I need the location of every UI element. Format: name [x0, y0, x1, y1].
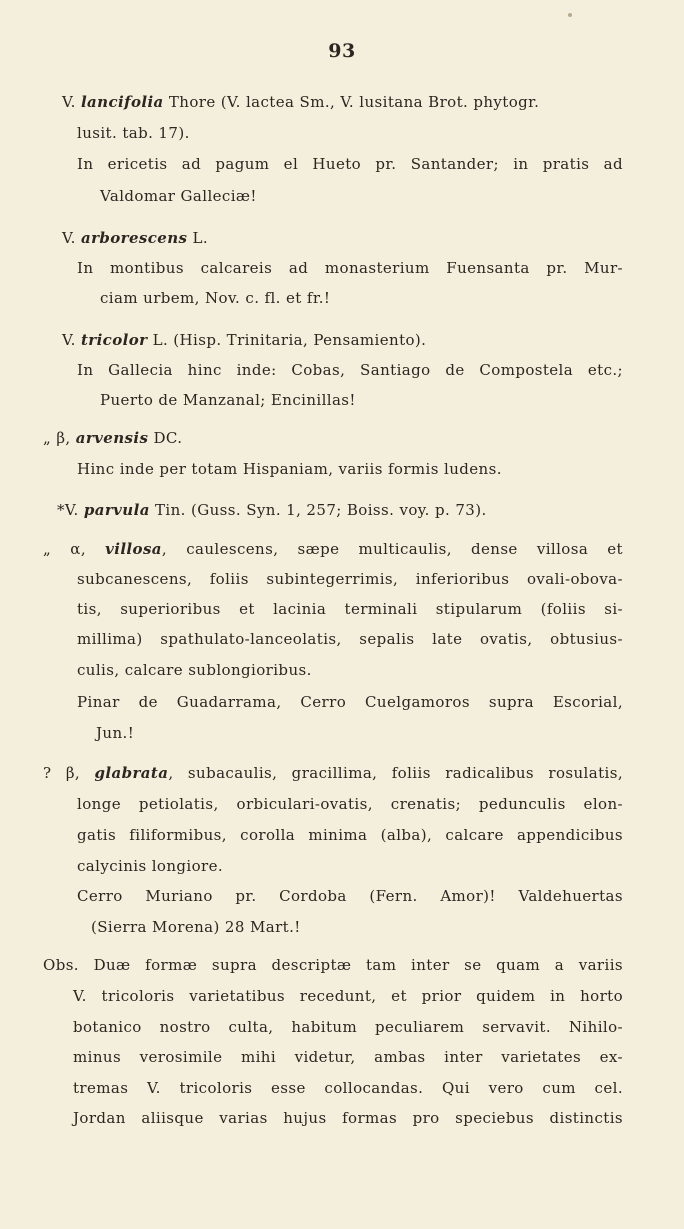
text-line: ciam urbem, Nov. c. fl. et fr.!: [100, 289, 331, 307]
text-line: minus verosimile mihi videtur, ambas inter varietates ex-: [73, 1048, 623, 1066]
variety-name: arvensis: [75, 429, 149, 447]
entry-heading: ? β, glabrata, subacaulis, gracillima, foliis radicalibus rosulatis,: [43, 764, 623, 782]
text-line: Jun.!: [96, 724, 135, 742]
text-line: tis, superioribus et lacinia terminali stipularum (foliis si-: [77, 600, 623, 618]
page-number: 93: [328, 40, 356, 62]
paper-speck: [568, 13, 572, 17]
text-line: longe petiolatis, orbiculari-ovatis, crenatis; pedunculis elon-: [77, 795, 623, 813]
text-line: In montibus calcareis ad monasterium Fuensanta pr. Mur-: [77, 259, 623, 277]
text-line: Valdomar Galleciæ!: [100, 187, 257, 205]
text-line: millima) spathulato-lanceolatis, sepalis late ovatis, obtusius-: [77, 630, 623, 648]
species-name: parvula: [83, 501, 150, 519]
variety-name: glabrata: [94, 764, 169, 782]
entry-heading: „ α, villosa, caulescens, sæpe multicaulis, dense villosa et: [43, 540, 623, 558]
entry-heading: V. tricolor L. (Hisp. Trinitaria, Pensamiento).: [62, 331, 427, 349]
text-line: Pinar de Guadarrama, Cerro Cuelgamoros supra Escorial,: [77, 693, 623, 711]
text-line: V. tricoloris varietatibus recedunt, et prior quidem in horto: [73, 987, 623, 1005]
text-line: Jordan aliisque varias hujus formas pro speciebus distinctis: [73, 1109, 623, 1127]
species-name: lancifolia: [80, 93, 164, 111]
text-line: calycinis longiore.: [77, 857, 224, 875]
text-line: In Gallecia hinc inde: Cobas, Santiago de Compostela etc.;: [77, 361, 623, 379]
text-line: culis, calcare sublongioribus.: [77, 661, 312, 679]
text-line: Puerto de Manzanal; Encinillas!: [100, 391, 356, 409]
text-line: tremas V. tricoloris esse collocandas. Qui vero cum cel.: [73, 1079, 623, 1097]
text-line: lusit. tab. 17).: [77, 124, 190, 142]
text-line: (Sierra Morena) 28 Mart.!: [91, 918, 301, 936]
text-line: In ericetis ad pagum el Hueto pr. Santander; in pratis ad: [77, 155, 623, 173]
text-line: subcanescens, foliis subintegerrimis, inferioribus ovali-obova-: [77, 570, 623, 588]
entry-heading: „ β, arvensis DC.: [43, 429, 183, 447]
species-name: tricolor: [80, 331, 148, 349]
entry-heading: V. lancifolia Thore (V. lactea Sm., V. lusitana Brot. phytogr.: [62, 93, 540, 111]
text-line: Obs. Duæ formæ supra descriptæ tam inter se quam a variis: [43, 956, 623, 974]
variety-name: villosa: [105, 540, 162, 558]
entry-heading: *V. parvula Tin. (Guss. Syn. 1, 257; Boiss. voy. p. 73).: [57, 501, 487, 519]
text-line: botanico nostro culta, habitum peculiarem servavit. Nihilo-: [73, 1018, 623, 1036]
text-line: Cerro Muriano pr. Cordoba (Fern. Amor)! Valdehuertas: [77, 887, 623, 905]
text-line: gatis filiformibus, corolla minima (alba), calcare appendicibus: [77, 826, 623, 844]
species-name: arborescens: [80, 229, 188, 247]
entry-heading: V. arborescens L.: [62, 229, 209, 247]
text-line: Hinc inde per totam Hispaniam, variis formis ludens.: [77, 460, 502, 478]
